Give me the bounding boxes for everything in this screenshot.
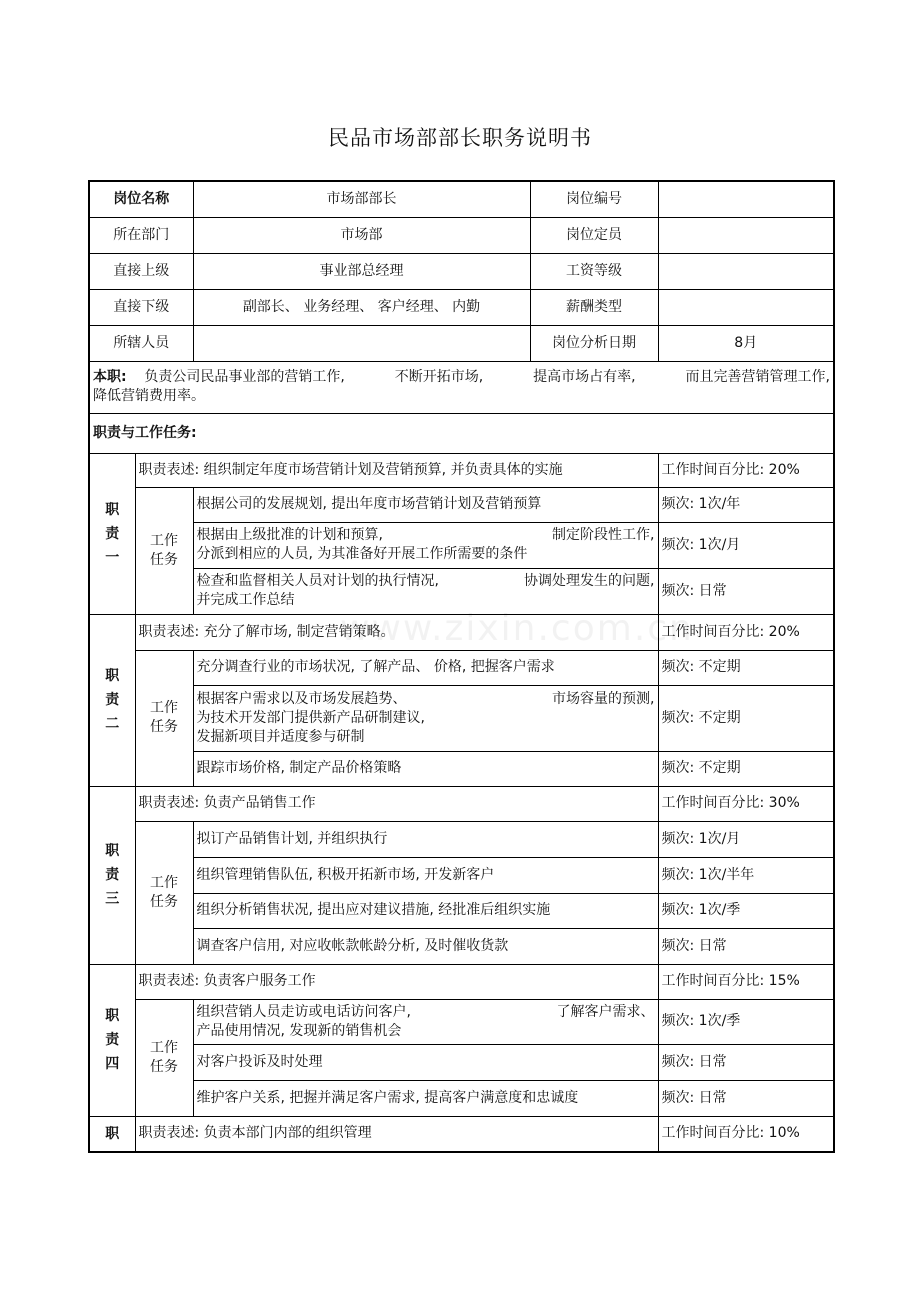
task-frequency: 频次: 日常 xyxy=(658,568,834,614)
task-text: 组织管理销售队伍, 积极开拓新市场, 开发新客户 xyxy=(193,857,658,893)
task-text: 检查和监督相关人员对计划的执行情况, 协调处理发生的问题, 并完成工作总结 xyxy=(193,568,658,614)
value-superior: 事业部总经理 xyxy=(193,253,530,289)
value-position-code xyxy=(658,181,834,217)
task-frequency: 频次: 1次/季 xyxy=(658,893,834,928)
duty-statement-row xyxy=(89,786,834,821)
task-frequency: 频次: 日常 xyxy=(658,928,834,964)
task-frequency: 频次: 1次/月 xyxy=(658,522,834,568)
task-row xyxy=(89,522,834,568)
duty-1-statement: 职责表述: 组织制定年度市场营销计划及营销预算, 并负责具体的实施 xyxy=(135,453,658,487)
core-duty-text-5: 降低营销费用率。 xyxy=(93,388,205,404)
task-frequency: 频次: 不定期 xyxy=(658,751,834,786)
label-position-name: 岗位名称 xyxy=(89,181,193,217)
value-department: 市场部 xyxy=(193,217,530,253)
task-label: 工作 任务 xyxy=(135,650,193,786)
duty-3-statement: 职责表述: 负责产品销售工作 xyxy=(135,786,658,821)
task-row xyxy=(89,685,834,751)
duty-5-label: 职 xyxy=(89,1116,135,1152)
value-position-name: 市场部部长 xyxy=(193,181,530,217)
task-label: 工作 任务 xyxy=(135,999,193,1116)
task-row xyxy=(89,893,834,928)
task-frequency: 频次: 不定期 xyxy=(658,685,834,751)
task-label: 工作 任务 xyxy=(135,821,193,964)
core-duty-text-2: 不断开拓市场, xyxy=(394,369,484,385)
core-duty-row xyxy=(89,361,834,413)
duty-5-statement: 职责表述: 负责本部门内部的组织管理 xyxy=(135,1116,658,1152)
core-duty-label: 本职: xyxy=(93,369,127,385)
duty-3-label: 职 责 三 xyxy=(89,786,135,964)
task-row xyxy=(89,928,834,964)
value-pay-type xyxy=(658,289,834,325)
value-headcount xyxy=(658,217,834,253)
core-duty-text-1: 负责公司民品事业部的营销工作, xyxy=(144,369,345,385)
task-row xyxy=(89,999,834,1044)
task-frequency: 频次: 不定期 xyxy=(658,650,834,685)
duty-5-percent: 工作时间百分比: 10% xyxy=(658,1116,834,1152)
duty-4-label: 职 责 四 xyxy=(89,964,135,1116)
duty-2-label: 职 责 二 xyxy=(89,614,135,786)
section-header-row xyxy=(89,413,834,453)
task-frequency: 频次: 1次/季 xyxy=(658,999,834,1044)
job-description-table xyxy=(88,180,835,1153)
info-row xyxy=(89,253,834,289)
task-row xyxy=(89,487,834,522)
duty-1-percent: 工作时间百分比: 20% xyxy=(658,453,834,487)
watermark: www.zixin.com.cn xyxy=(340,608,694,649)
label-analysis-date: 岗位分析日期 xyxy=(530,325,658,361)
task-frequency: 频次: 1次/年 xyxy=(658,487,834,522)
label-pay-type: 薪酬类型 xyxy=(530,289,658,325)
value-staff xyxy=(193,325,530,361)
label-staff: 所辖人员 xyxy=(89,325,193,361)
task-frequency: 频次: 日常 xyxy=(658,1080,834,1116)
duty-statement-row xyxy=(89,453,834,487)
task-row xyxy=(89,650,834,685)
info-row xyxy=(89,325,834,361)
label-salary-grade: 工资等级 xyxy=(530,253,658,289)
duty-4-statement: 职责表述: 负责客户服务工作 xyxy=(135,964,658,999)
document-title: 民品市场部部长职务说明书 xyxy=(328,126,592,150)
task-frequency: 频次: 日常 xyxy=(658,1044,834,1080)
task-text: 根据由上级批准的计划和预算, 制定阶段性工作, 分派到相应的人员, 为其准备好开展工作所需要的条件 xyxy=(193,522,658,568)
task-row xyxy=(89,857,834,893)
info-row xyxy=(89,217,834,253)
core-duty-text-3: 提高市场占有率, xyxy=(533,369,636,385)
core-duty-cell xyxy=(89,361,834,413)
label-headcount: 岗位定员 xyxy=(530,217,658,253)
task-row xyxy=(89,568,834,614)
task-text: 组织营销人员走访或电话访问客户, 了解客户需求、 产品使用情况, 发现新的销售机会 xyxy=(193,999,658,1044)
duty-statement-row xyxy=(89,1116,834,1152)
task-text: 根据客户需求以及市场发展趋势、 市场容量的预测, 为技术开发部门提供新产品研制建议, 发掘新项目并适度参与研制 xyxy=(193,685,658,751)
task-text: 对客户投诉及时处理 xyxy=(193,1044,658,1080)
label-superior: 直接上级 xyxy=(89,253,193,289)
task-text: 根据公司的发展规划, 提出年度市场营销计划及营销预算 xyxy=(193,487,658,522)
task-row xyxy=(89,1080,834,1116)
task-text: 跟踪市场价格, 制定产品价格策略 xyxy=(193,751,658,786)
duty-statement-row xyxy=(89,964,834,999)
task-frequency: 频次: 1次/月 xyxy=(658,821,834,857)
task-row xyxy=(89,751,834,786)
section-header: 职责与工作任务: xyxy=(89,413,834,453)
task-text: 组织分析销售状况, 提出应对建议措施, 经批准后组织实施 xyxy=(193,893,658,928)
duty-3-percent: 工作时间百分比: 30% xyxy=(658,786,834,821)
duty-statement-row xyxy=(89,614,834,650)
info-row xyxy=(89,181,834,217)
info-row xyxy=(89,289,834,325)
task-row xyxy=(89,1044,834,1080)
duty-2-percent: 工作时间百分比: 20% xyxy=(658,614,834,650)
label-department: 所在部门 xyxy=(89,217,193,253)
duty-1-label: 职 责 一 xyxy=(89,453,135,614)
duty-4-percent: 工作时间百分比: 15% xyxy=(658,964,834,999)
task-frequency: 频次: 1次/半年 xyxy=(658,857,834,893)
duty-2-statement: 职责表述: 充分了解市场, 制定营销策略。 xyxy=(135,614,658,650)
value-analysis-date: 8月 xyxy=(658,325,834,361)
label-position-code: 岗位编号 xyxy=(530,181,658,217)
task-text: 拟订产品销售计划, 并组织执行 xyxy=(193,821,658,857)
value-salary-grade xyxy=(658,253,834,289)
core-duty-text-4: 而且完善营销管理工作, xyxy=(685,369,830,385)
task-text: 充分调查行业的市场状况, 了解产品、 价格, 把握客户需求 xyxy=(193,650,658,685)
task-row xyxy=(89,821,834,857)
task-text: 调查客户信用, 对应收帐款帐龄分析, 及时催收货款 xyxy=(193,928,658,964)
task-text: 维护客户关系, 把握并满足客户需求, 提高客户满意度和忠诚度 xyxy=(193,1080,658,1116)
label-subordinates: 直接下级 xyxy=(89,289,193,325)
task-label: 工作 任务 xyxy=(135,487,193,614)
value-subordinates: 副部长、 业务经理、 客户经理、 内勤 xyxy=(193,289,530,325)
